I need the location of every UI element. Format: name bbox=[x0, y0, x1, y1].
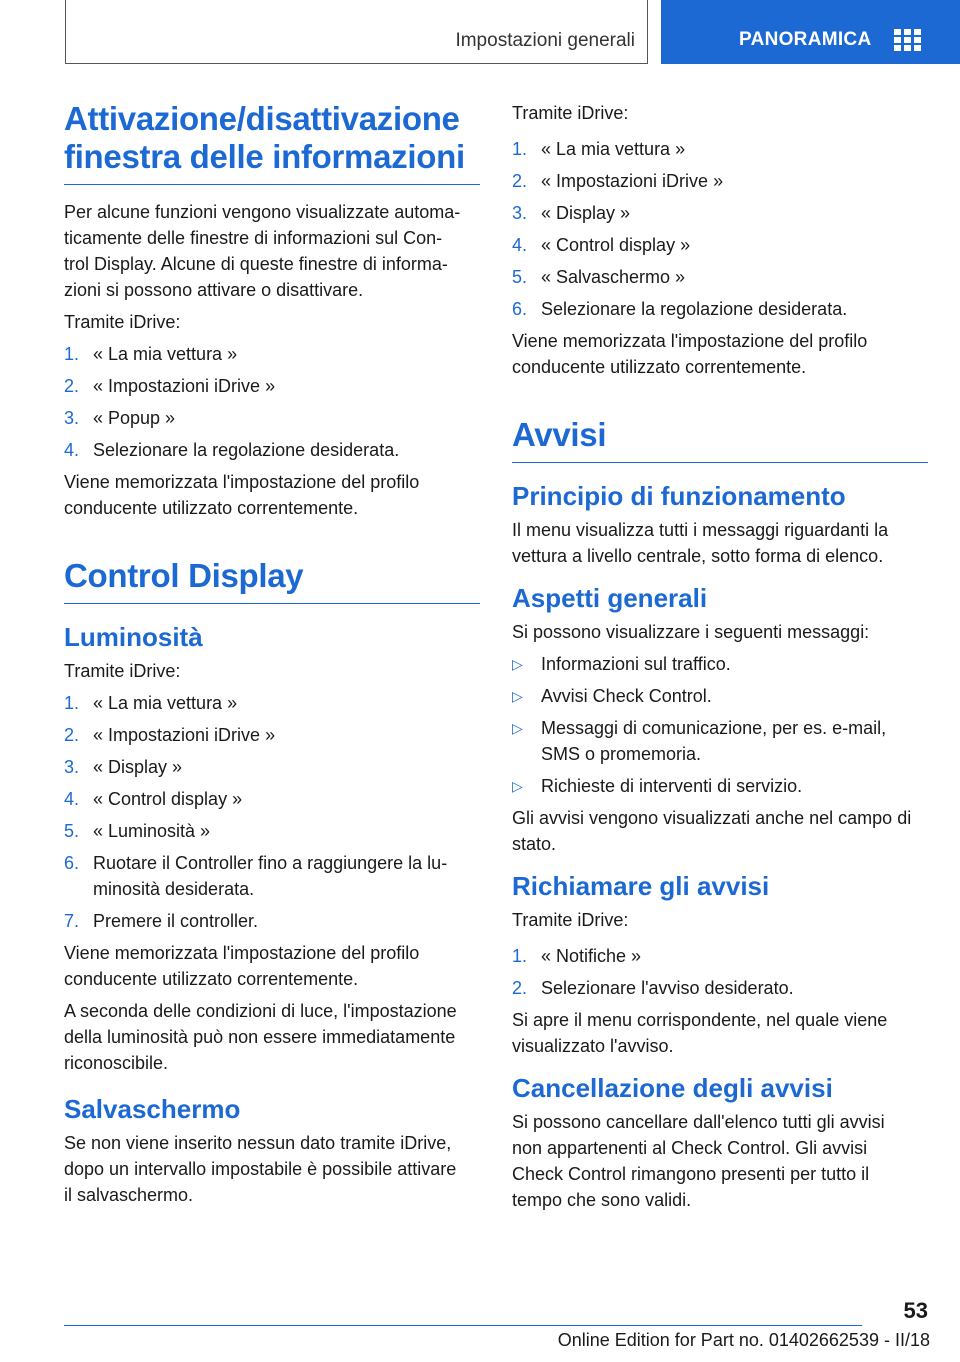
text-line: SMS o promemoria. bbox=[541, 744, 702, 764]
step-number: 2. bbox=[512, 171, 528, 191]
step-number: 3. bbox=[64, 757, 80, 777]
text-line: conducente utilizzato correntemente. bbox=[64, 969, 359, 989]
list-item bbox=[512, 773, 928, 799]
step-text: « Popup » bbox=[93, 408, 176, 428]
step-number: 5. bbox=[512, 267, 528, 287]
step-number: 1. bbox=[64, 344, 80, 364]
list-item bbox=[512, 975, 928, 1001]
text-line: non appartenenti al Check Control. Gli avvisi bbox=[512, 1138, 868, 1158]
status-field-note bbox=[512, 805, 928, 857]
triangle-bullet-icon: ▷ bbox=[512, 688, 523, 704]
brightness-steps-list bbox=[64, 690, 480, 934]
step-number: 2. bbox=[64, 725, 80, 745]
list-item bbox=[512, 715, 928, 767]
saved-note bbox=[512, 328, 928, 380]
triangle-bullet-icon: ▷ bbox=[512, 720, 523, 736]
text-line: visualizzato l'avviso. bbox=[512, 1036, 674, 1056]
step-text: « Luminosità » bbox=[93, 821, 211, 841]
bullet-text: Informazioni sul traffico. bbox=[541, 654, 731, 674]
step-number: 6. bbox=[64, 853, 80, 873]
general-intro: Si possono visualizzare i seguenti messaggi: bbox=[512, 622, 870, 642]
header-section-tab bbox=[65, 0, 648, 64]
screensaver-title: Salvaschermo bbox=[64, 1094, 241, 1124]
text-line: il salvaschermo. bbox=[64, 1185, 194, 1205]
list-item bbox=[512, 943, 928, 969]
text-line: Il menu visualizza tutti i messaggi riguardanti la bbox=[512, 520, 889, 540]
text-line: Si apre il menu corrispondente, nel quale viene bbox=[512, 1010, 888, 1030]
page-number: 53 bbox=[903, 1298, 928, 1323]
text-line: Se non viene inserito nessun dato tramite iDrive, bbox=[64, 1133, 452, 1153]
delete-paragraph bbox=[512, 1109, 928, 1213]
step-text: « Impostazioni iDrive » bbox=[93, 725, 276, 745]
step-number: 2. bbox=[512, 978, 528, 998]
overview-label: PANORAMICA bbox=[739, 29, 872, 50]
step-text: « Impostazioni iDrive » bbox=[93, 376, 276, 396]
step-text: « La mia vettura » bbox=[541, 139, 686, 159]
step-number: 7. bbox=[64, 911, 80, 931]
edition-text: Online Edition for Part no. 01402662539 - II/18 bbox=[557, 1330, 930, 1350]
list-item bbox=[64, 786, 480, 812]
step-text: « Display » bbox=[93, 757, 183, 777]
saved-note bbox=[64, 940, 480, 992]
list-item bbox=[512, 296, 928, 322]
principle-paragraph bbox=[512, 517, 928, 569]
text-line: vettura a livello centrale, sotto forma di elenco. bbox=[512, 546, 884, 566]
text-line: Si possono cancellare dall'elenco tutti gli avvisi bbox=[512, 1112, 885, 1132]
list-item bbox=[512, 200, 928, 226]
step-text: « La mia vettura » bbox=[93, 344, 238, 364]
title-line: Avvisi bbox=[512, 416, 607, 453]
text-line: conducente utilizzato correntemente. bbox=[64, 498, 359, 518]
text-line: minosità desiderata. bbox=[93, 879, 255, 899]
text-line: Viene memorizzata l'impostazione del profilo bbox=[64, 943, 420, 963]
bullet-text bbox=[541, 715, 928, 767]
title-line: Control Display bbox=[64, 557, 304, 594]
step-number: 2. bbox=[64, 376, 80, 396]
light-conditions-note bbox=[64, 998, 480, 1076]
list-item bbox=[64, 754, 480, 780]
via-idrive-label: Tramite iDrive: bbox=[64, 312, 181, 332]
text-line: della luminosità può non essere immediatamente bbox=[64, 1027, 456, 1047]
text-line: Messaggi di comunicazione, per es. e-mail, bbox=[541, 718, 887, 738]
general-title: Aspetti generali bbox=[512, 583, 708, 613]
text-line: Viene memorizzata l'impostazione del profilo bbox=[64, 472, 420, 492]
saved-note bbox=[64, 469, 480, 521]
notices-title bbox=[512, 416, 928, 463]
step-text bbox=[93, 850, 480, 902]
text-line: A seconda delle condizioni di luce, l'impostazione bbox=[64, 1001, 457, 1021]
step-text: « Display » bbox=[541, 203, 631, 223]
text-line: Check Control rimangono presenti per tutto il bbox=[512, 1164, 870, 1184]
title-line: finestra delle informazioni bbox=[64, 138, 465, 175]
step-text: « Impostazioni iDrive » bbox=[541, 171, 724, 191]
principle-title: Principio di funzionamento bbox=[512, 481, 846, 511]
step-number: 1. bbox=[512, 946, 528, 966]
step-number: 3. bbox=[64, 408, 80, 428]
control-display-title bbox=[64, 557, 480, 604]
bullet-text: Richieste di interventi di servizio. bbox=[541, 776, 803, 796]
text-line: Per alcune funzioni vengono visualizzate automa- bbox=[64, 202, 461, 222]
list-item bbox=[512, 136, 928, 162]
text-line: riconoscibile. bbox=[64, 1053, 169, 1073]
overview-button[interactable] bbox=[661, 0, 960, 64]
footer-edition bbox=[558, 1330, 930, 1351]
step-text: Selezionare la regolazione desiderata. bbox=[93, 440, 400, 460]
step-number: 5. bbox=[64, 821, 80, 841]
step-number: 4. bbox=[64, 789, 80, 809]
recall-title: Richiamare gli avvisi bbox=[512, 871, 770, 901]
text-line: conducente utilizzato correntemente. bbox=[512, 357, 807, 377]
bullet-text: Avvisi Check Control. bbox=[541, 686, 712, 706]
title-line: Attivazione/disattivazione bbox=[64, 100, 460, 137]
recall-steps-list bbox=[512, 943, 928, 1001]
list-item bbox=[64, 373, 480, 399]
text-line: dopo un intervallo impostabile è possibile attivare bbox=[64, 1159, 457, 1179]
recall-result-note bbox=[512, 1007, 928, 1059]
messages-bullet-list bbox=[512, 651, 928, 799]
step-number: 1. bbox=[512, 139, 528, 159]
step-text: « Control display » bbox=[541, 235, 691, 255]
text-line: ticamente delle finestre di informazioni sul Con- bbox=[64, 228, 443, 248]
list-item bbox=[64, 908, 480, 934]
text-line: trol Display. Alcune di queste finestre di informa- bbox=[64, 254, 448, 274]
list-item bbox=[64, 341, 480, 367]
text-line: tempo che sono validi. bbox=[512, 1190, 692, 1210]
screensaver-steps-list bbox=[512, 136, 928, 322]
list-item bbox=[64, 850, 480, 902]
text-line: Ruotare il Controller fino a raggiungere la lu- bbox=[93, 853, 448, 873]
text-line: stato. bbox=[512, 834, 557, 854]
popup-steps-list bbox=[64, 341, 480, 463]
step-text: Selezionare la regolazione desiderata. bbox=[541, 299, 848, 319]
via-idrive-label: Tramite iDrive: bbox=[512, 103, 629, 123]
brightness-title: Luminosità bbox=[64, 622, 203, 652]
right-column bbox=[512, 100, 928, 1219]
step-number: 3. bbox=[512, 203, 528, 223]
list-item bbox=[512, 651, 928, 677]
via-idrive-label: Tramite iDrive: bbox=[512, 910, 629, 930]
list-item bbox=[512, 232, 928, 258]
step-text: Selezionare l'avviso desiderato. bbox=[541, 978, 794, 998]
header-section-label: Impostazioni generali bbox=[455, 30, 635, 51]
list-item bbox=[512, 168, 928, 194]
step-text: « Control display » bbox=[93, 789, 243, 809]
step-text: « Notifiche » bbox=[541, 946, 642, 966]
step-number: 6. bbox=[512, 299, 528, 319]
text-line: Viene memorizzata l'impostazione del profilo bbox=[512, 331, 868, 351]
step-number: 1. bbox=[64, 693, 80, 713]
list-item bbox=[64, 405, 480, 431]
list-item bbox=[512, 683, 928, 709]
delete-title: Cancellazione degli avvisi bbox=[512, 1073, 833, 1103]
text-line: zioni si possono attivare o disattivare. bbox=[64, 280, 364, 300]
footer-divider bbox=[64, 1325, 862, 1326]
list-item bbox=[64, 818, 480, 844]
info-window-title bbox=[64, 100, 480, 185]
list-item bbox=[64, 437, 480, 463]
triangle-bullet-icon: ▷ bbox=[512, 778, 523, 794]
list-item bbox=[512, 264, 928, 290]
via-idrive-label: Tramite iDrive: bbox=[64, 661, 181, 681]
left-column bbox=[64, 100, 480, 1214]
step-number: 4. bbox=[512, 235, 528, 255]
intro-paragraph bbox=[64, 199, 480, 303]
list-item bbox=[64, 722, 480, 748]
step-text: « Salvaschermo » bbox=[541, 267, 686, 287]
step-text: « La mia vettura » bbox=[93, 693, 238, 713]
step-number: 4. bbox=[64, 440, 80, 460]
grid-icon bbox=[894, 29, 921, 51]
triangle-bullet-icon: ▷ bbox=[512, 656, 523, 672]
text-line: Gli avvisi vengono visualizzati anche nel campo di bbox=[512, 808, 912, 828]
step-text: Premere il controller. bbox=[93, 911, 259, 931]
list-item bbox=[64, 690, 480, 716]
screensaver-paragraph bbox=[64, 1130, 480, 1208]
